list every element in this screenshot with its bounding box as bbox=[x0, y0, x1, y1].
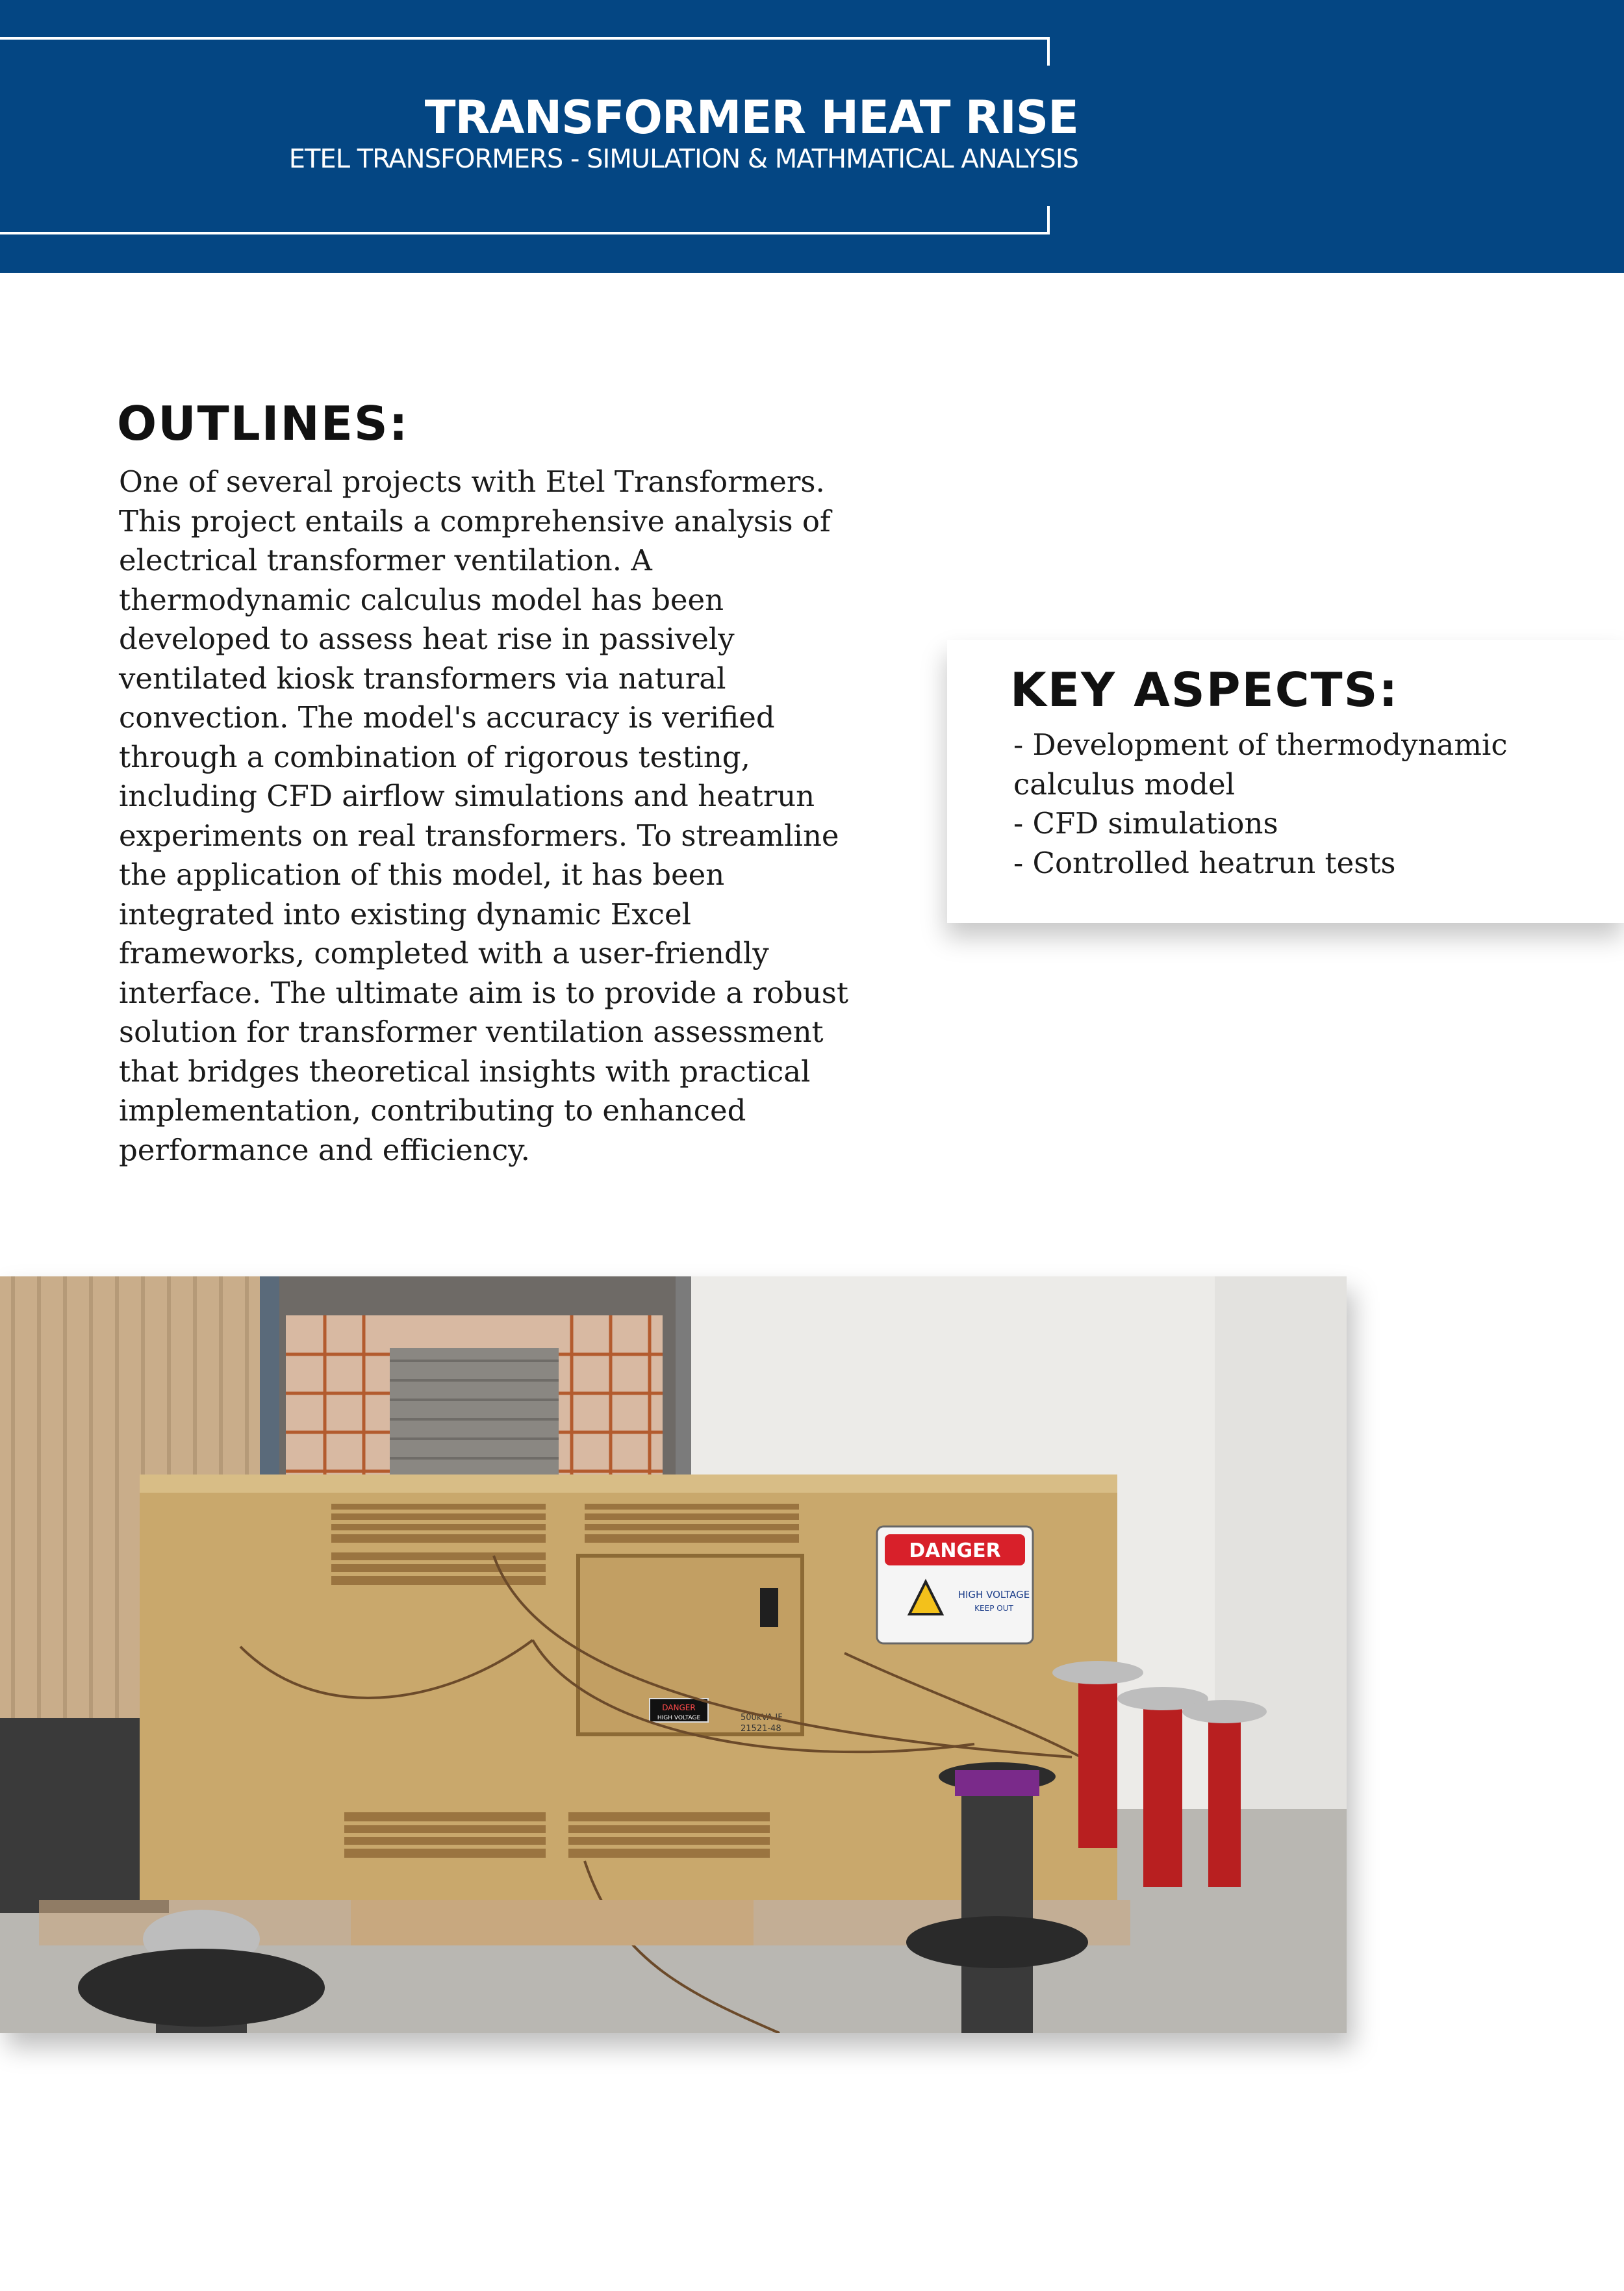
frame-bottom-tick bbox=[1047, 206, 1050, 234]
outlines-line: ventilated kiosk transformers via natural bbox=[119, 661, 726, 696]
outlines-heading: OUTLINES: bbox=[117, 396, 409, 451]
door-label: DANGER bbox=[662, 1703, 696, 1712]
outlines-line: performance and efficiency. bbox=[119, 1132, 530, 1167]
outlines-line: frameworks, completed with a user-friendly bbox=[119, 936, 769, 970]
rating-line1: 500kVA IF bbox=[741, 1713, 783, 1723]
key-aspects-item: calculus model bbox=[1013, 766, 1235, 802]
key-aspects-card bbox=[947, 640, 1624, 923]
outlines-line: electrical transformer ventilation. A bbox=[119, 543, 652, 577]
outlines-line: solution for transformer ventilation assessment bbox=[119, 1015, 824, 1049]
outlines-line: One of several projects with Etel Transformers. bbox=[119, 464, 825, 499]
transformer-photo bbox=[0, 1276, 1347, 2033]
frame-top-tick bbox=[1047, 37, 1050, 66]
header-banner bbox=[0, 0, 1624, 273]
outlines-line: including CFD airflow simulations and heatrun bbox=[119, 779, 815, 813]
outlines-paragraph bbox=[119, 462, 885, 1170]
door-label-sub: HIGH VOLTAGE bbox=[657, 1715, 701, 1721]
key-aspects-item: - Controlled heatrun tests bbox=[1013, 845, 1396, 880]
outlines-line: developed to assess heat rise in passively bbox=[119, 622, 735, 656]
outlines-line: This project entails a comprehensive analysis of bbox=[119, 503, 831, 538]
frame-top-line bbox=[0, 37, 1050, 40]
outlines-line: thermodynamic calculus model has been bbox=[119, 582, 724, 617]
frame-bottom-line bbox=[0, 232, 1050, 234]
page-title: TRANSFORMER HEAT RISE bbox=[424, 91, 1078, 144]
danger-sign-line1: HIGH VOLTAGE bbox=[958, 1589, 1030, 1601]
outlines-line: the application of this model, it has been bbox=[119, 857, 725, 892]
outlines-line: integrated into existing dynamic Excel bbox=[119, 896, 692, 931]
outlines-line: implementation, contributing to enhanced bbox=[119, 1093, 746, 1128]
outlines-line: that bridges theoretical insights with practical bbox=[119, 1054, 811, 1089]
key-aspects-item: - CFD simulations bbox=[1013, 806, 1278, 841]
danger-sign-line2: KEEP OUT bbox=[974, 1604, 1013, 1613]
outlines-line: interface. The ultimate aim is to provide a robust bbox=[119, 975, 848, 1010]
key-aspects-item: - Development of thermodynamic bbox=[1013, 728, 1508, 762]
rating-line2: 21521-48 bbox=[741, 1724, 781, 1734]
key-aspects-list bbox=[1013, 726, 1611, 883]
key-aspects-heading: KEY ASPECTS: bbox=[1010, 663, 1399, 717]
page-subtitle: ETEL TRANSFORMERS - SIMULATION & MATHMATICAL ANALYSIS bbox=[288, 144, 1078, 174]
outlines-line: convection. The model's accuracy is verified bbox=[119, 700, 775, 735]
outlines-line: experiments on real transformers. To streamline bbox=[119, 818, 839, 853]
outlines-line: through a combination of rigorous testing, bbox=[119, 739, 750, 774]
danger-sign-text: DANGER bbox=[909, 1539, 1001, 1562]
